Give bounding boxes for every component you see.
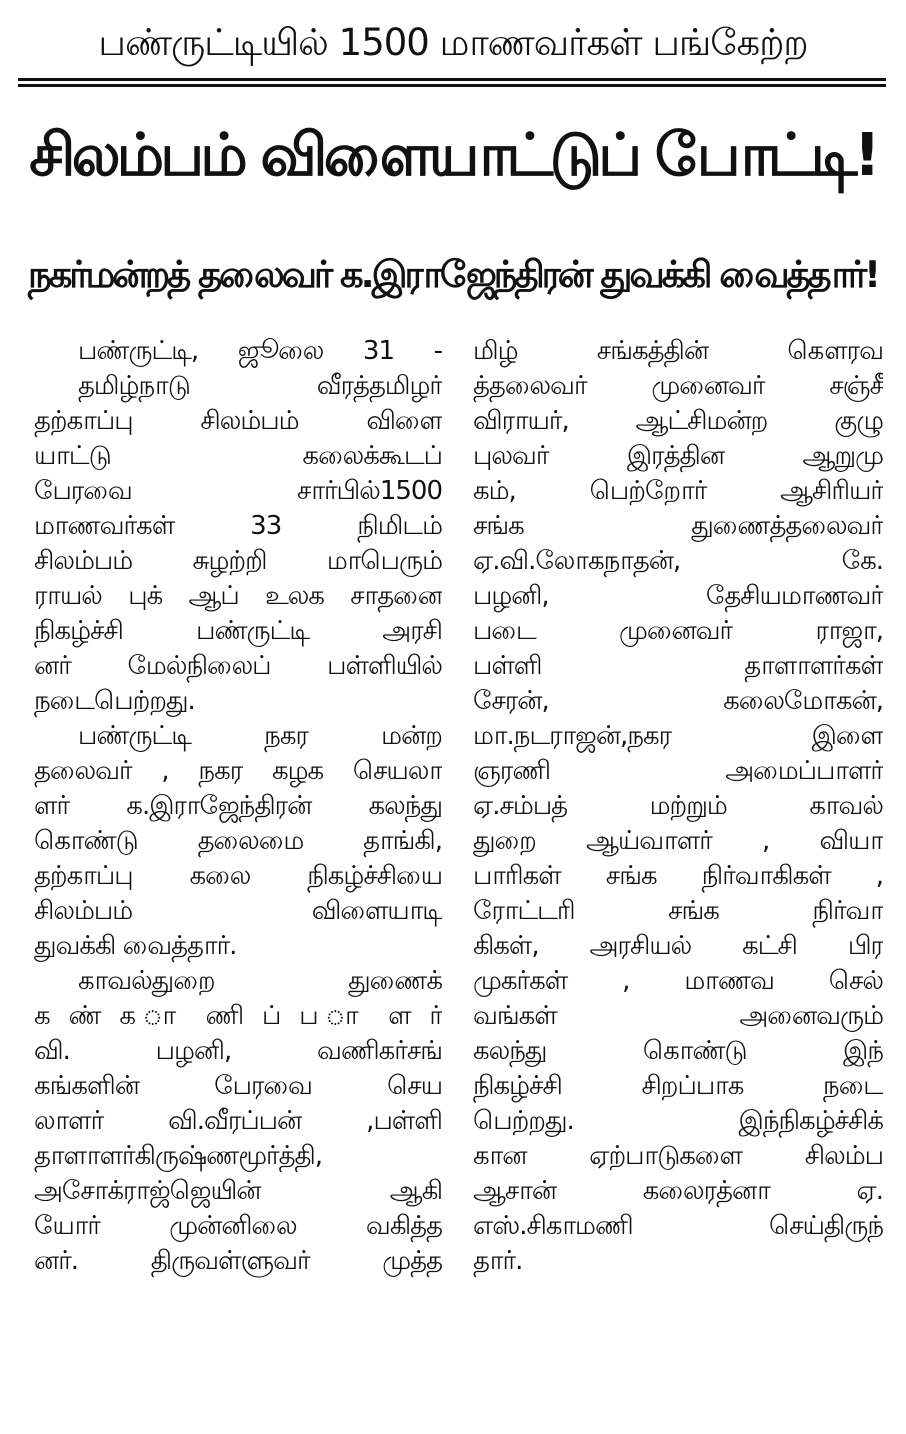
article-line: படை முனைவர் ராஜா, bbox=[473, 616, 883, 646]
headline-rule-top bbox=[18, 78, 886, 81]
article-line: சிலம்பம் சுழற்றி மாபெரும் bbox=[34, 546, 442, 576]
sub-headline: நகர்மன்றத் தலைவர் க.இராஜேந்திரன் துவக்கி வைத்தார்! bbox=[28, 253, 878, 296]
article-line: னர். திருவள்ளுவர் முத்த bbox=[34, 1246, 442, 1276]
article-line: தலைவர் , நகர கழக செயலா bbox=[34, 756, 442, 786]
article-line: பெற்றது. இந்நிகழ்ச்சிக் bbox=[473, 1106, 883, 1136]
article-line: சேரன், கலைமோகன், bbox=[473, 686, 883, 716]
article-line: கலந்து கொண்டு இந் bbox=[473, 1036, 883, 1066]
main-headline: சிலம்பம் விளையாட்டுப் போட்டி! bbox=[29, 120, 877, 189]
article-line: பேரவை சார்பில்1500 bbox=[34, 476, 442, 506]
article-line: முகர்கள் , மாணவ செல் bbox=[473, 966, 883, 996]
article-line: பாரிகள் சங்க நிர்வாகிகள் , bbox=[473, 861, 883, 891]
article-line: யாட்டு கலைக்கூடப் bbox=[34, 441, 442, 471]
article-line: பழனி, தேசியமாணவர் bbox=[473, 581, 883, 611]
article-line: க ண் க ா ணி ப் ப ா ள ர் bbox=[34, 1001, 442, 1031]
article-line: வங்கள் அனைவரும் bbox=[473, 1001, 883, 1031]
headline-rule-bottom bbox=[18, 84, 886, 87]
article-line: அசோக்ராஜ்ஜெயின் ஆகி bbox=[34, 1176, 442, 1206]
article-line: கான ஏற்பாடுகளை சிலம்ப bbox=[473, 1141, 883, 1171]
article-line: ராயல் புக் ஆப் உலக சாதனை bbox=[34, 581, 442, 611]
article-line: பண்ருட்டி நகர மன்ற bbox=[78, 721, 442, 751]
article-line: பண்ருட்டி, ஜூலை 31 - bbox=[78, 336, 442, 366]
article-line: காவல்துறை துணைக் bbox=[78, 966, 442, 996]
article-line: சிலம்பம் விளையாடி bbox=[34, 896, 442, 926]
article-line: ரோட்டரி சங்க நிர்வா bbox=[473, 896, 883, 926]
article-column-left bbox=[34, 334, 442, 1279]
article-line: மிழ் சங்கத்தின் கௌரவ bbox=[473, 336, 883, 366]
article-line: நிகழ்ச்சி பண்ருட்டி அரசி bbox=[34, 616, 442, 646]
article-line: வி. பழனி, வணிகர்சங் bbox=[34, 1036, 442, 1066]
article-line: துவக்கி வைத்தார். bbox=[34, 931, 237, 961]
article-line: த்தலைவர் முனைவர் சஞ்சீ bbox=[473, 371, 883, 401]
article-line: மாணவர்கள் 33 நிமிடம் bbox=[34, 511, 442, 541]
article-line: பள்ளி தாளாளர்கள் bbox=[473, 651, 883, 681]
article-line: தார். bbox=[473, 1246, 523, 1276]
article-line: னர் மேல்நிலைப் பள்ளியில் bbox=[34, 651, 442, 681]
kicker-headline: பண்ருட்டியில் 1500 மாணவர்கள் பங்கேற்ற bbox=[98, 21, 808, 64]
article-line: விராயர், ஆட்சிமன்ற குழு bbox=[473, 406, 883, 436]
article-line: கொண்டு தலைமை தாங்கி, bbox=[34, 826, 442, 856]
article-line: ஞரணி அமைப்பாளர் bbox=[473, 756, 883, 786]
article-line: ஏ.வி.லோகநாதன், கே. bbox=[473, 546, 883, 576]
article-line: கிகள், அரசியல் கட்சி பிர bbox=[473, 931, 883, 961]
article-line: தற்காப்பு சிலம்பம் விளை bbox=[34, 406, 442, 436]
article-line: லாளர் வி.வீரப்பன் ,பள்ளி bbox=[34, 1106, 442, 1136]
article-line: தற்காப்பு கலை நிகழ்ச்சியை bbox=[34, 861, 442, 891]
article-line: எஸ்.சிகாமணி செய்திருந் bbox=[473, 1211, 883, 1241]
article-line: துறை ஆய்வாளர் , வியா bbox=[473, 826, 883, 856]
article-line: ளர் க.இராஜேந்திரன் கலந்து bbox=[34, 791, 442, 821]
article-line: யோர் முன்னிலை வகித்த bbox=[34, 1211, 442, 1241]
article-line: தாளாளர்கிருஷ்ணமூர்த்தி, bbox=[34, 1141, 323, 1171]
article-line: தமிழ்நாடு வீரத்தமிழர் bbox=[78, 371, 442, 401]
article-line: புலவர் இரத்தின ஆறுமு bbox=[473, 441, 883, 471]
article-line: மா.நடராஜன்,நகர இளை bbox=[473, 721, 883, 751]
article-line: ஆசான் கலைரத்னா ஏ. bbox=[473, 1176, 883, 1206]
article-line: கங்களின் பேரவை செய bbox=[34, 1071, 442, 1101]
article-line: சங்க துணைத்தலைவர் bbox=[473, 511, 883, 541]
article-line: நடைபெற்றது. bbox=[34, 686, 195, 716]
article-line: நிகழ்ச்சி சிறப்பாக நடை bbox=[473, 1071, 883, 1101]
article-line: கம், பெற்றோர் ஆசிரியர் bbox=[473, 476, 883, 506]
article-column-right bbox=[473, 334, 883, 1279]
article-line: ஏ.சம்பத் மற்றும் காவல் bbox=[473, 791, 883, 821]
